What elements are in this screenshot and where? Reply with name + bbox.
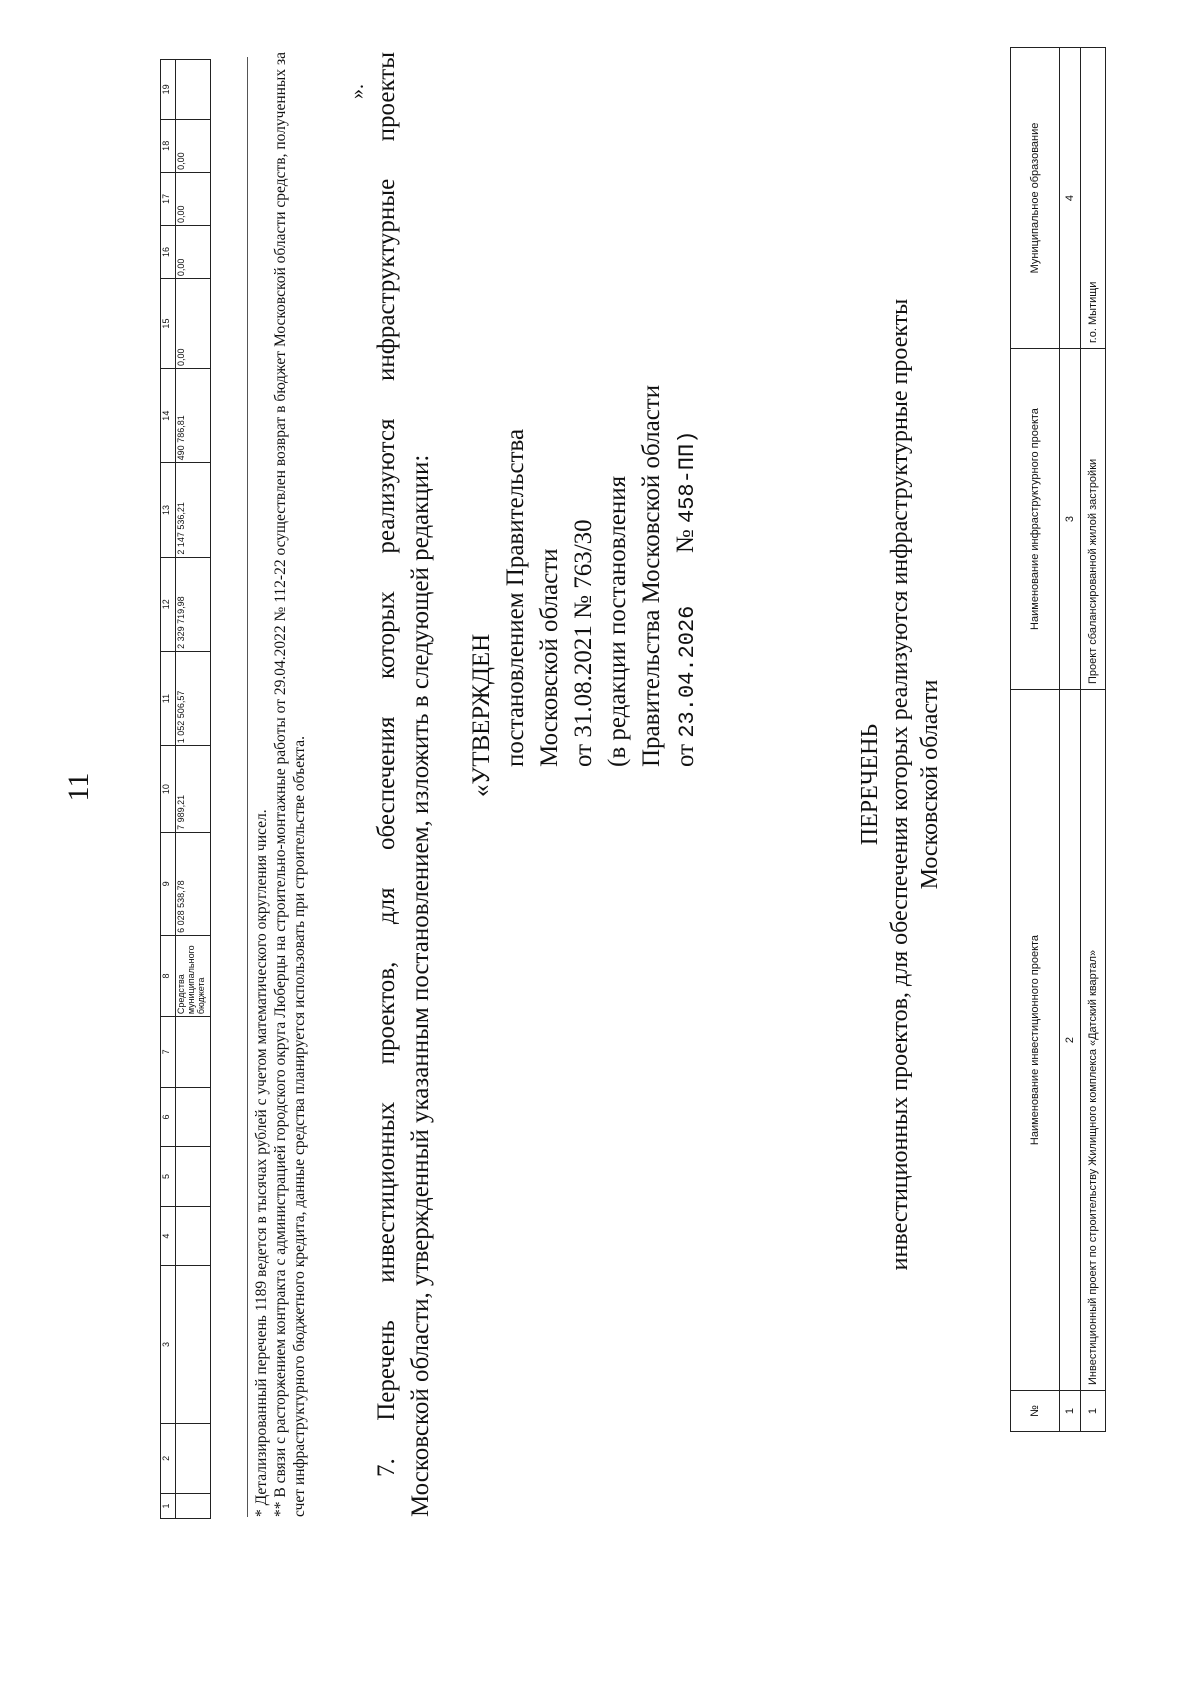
table-cell: 1 052 506,57: [176, 651, 211, 745]
approval-date: 23.04.2026: [675, 605, 700, 738]
footnote-separator: [247, 57, 248, 1517]
table-cell: 0,00: [176, 225, 211, 278]
col-num: 10: [161, 746, 176, 833]
approval-date-line: [669, 47, 705, 767]
approval-prefix: от: [672, 743, 699, 767]
col-num: 3: [1060, 349, 1081, 690]
col-num: 4: [161, 1206, 176, 1266]
funding-source-label: Средства муниципального бюджета: [176, 935, 211, 1016]
col-num: 2: [161, 1423, 176, 1493]
table-cell: 0,00: [176, 119, 211, 172]
investment-project-name: Инвестиционный проект по строительству Жилищного комплекса «Датский квартал»: [1081, 690, 1106, 1391]
col-num: 2: [1060, 690, 1081, 1391]
footnote-2: ** В связи с расторжением контракта с администрацией городского округа Люберцы на строительно-монтажные работы от 29.04.2022 № 112-22 осуществлен возврат в бюджет Московской области средств, полученных за счет инфраструктурного бюджетного кредита, данные средства планируется использовать при строительстве объекта.: [272, 52, 308, 1517]
table-header-row: [1011, 48, 1060, 1432]
col-num: 17: [161, 172, 176, 225]
table-cell: 2 147 536,21: [176, 463, 211, 557]
approval-line: постановлением Правительства: [502, 428, 529, 767]
col-num: 5: [161, 1147, 176, 1207]
header-infrastructure-project: Наименование инфраструктурного проекта: [1011, 349, 1060, 690]
column-number-row: [161, 60, 176, 1519]
approval-line: Московской области: [536, 548, 563, 767]
header-investment-project: Наименование инвестиционного проекта: [1011, 690, 1060, 1391]
col-num: 3: [161, 1266, 176, 1423]
item-7-paragraph: [370, 52, 438, 1517]
footnotes: [252, 52, 309, 1517]
list-subtitle: инвестиционных проектов, для обеспечения которых реализуются инфраструктурные проекты: [887, 298, 913, 1271]
col-num: 1: [1060, 1391, 1081, 1432]
column-number-row: [1060, 48, 1081, 1432]
table-cell: 7 989,21: [176, 746, 211, 833]
page-number: 11: [62, 772, 95, 802]
list-title: ПЕРЕЧЕНЬ: [857, 723, 883, 846]
item-7-line-1: 7. Перечень инвестиционных проектов, для обеспечения которых реализуются инфраструктурные проекты: [373, 52, 400, 1477]
approval-line: от 31.08.2021 № 763/30: [570, 519, 597, 767]
footnote-1: * Детализированный перечень 1189 ведется в тысячах рублей с учетом математического округления чисел.: [253, 809, 270, 1517]
col-num: 6: [161, 1087, 176, 1147]
item-7-line-2: Московской области, утвержденный указанным постановлением, изложить в следующей редакции:: [407, 454, 434, 1517]
col-num: 9: [161, 832, 176, 935]
approval-line: (в редакции постановления: [604, 475, 631, 767]
approval-line: «УТВЕРЖДЕН: [468, 633, 495, 797]
approval-line: Правительства Московской области: [638, 384, 665, 767]
number-sign: №: [672, 529, 699, 554]
col-num: 1: [161, 1494, 176, 1519]
header-number: №: [1011, 1391, 1060, 1432]
col-num: 15: [161, 279, 176, 369]
col-num: 14: [161, 369, 176, 463]
col-num: 8: [161, 935, 176, 1016]
table-cell: 0,00: [176, 172, 211, 225]
funding-row: [176, 60, 211, 1519]
municipality: г.о. Мытищи: [1081, 48, 1106, 349]
row-number: 1: [1081, 1391, 1106, 1432]
header-municipality: Муниципальное образование: [1011, 48, 1060, 349]
list-heading: [855, 52, 945, 1517]
col-num: 13: [161, 463, 176, 557]
budget-table-fragment: [160, 59, 211, 1519]
col-num: 16: [161, 225, 176, 278]
col-num: 4: [1060, 48, 1081, 349]
table-cell: 2 329 719,98: [176, 557, 211, 651]
approval-stamp: [465, 47, 705, 797]
col-num: 11: [161, 651, 176, 745]
table-cell: 490 786,81: [176, 369, 211, 463]
col-num: 18: [161, 119, 176, 172]
closing-quote: ».: [346, 84, 368, 99]
table-cell: 6 028 538,78: [176, 832, 211, 935]
approval-number: 458-ПП): [675, 430, 700, 523]
col-num: 19: [161, 60, 176, 120]
table-row: [1081, 48, 1106, 1432]
infrastructure-project-name: Проект сбалансированной жилой застройки: [1081, 349, 1106, 690]
list-subtitle-2: Московской области: [917, 679, 943, 890]
col-num: 12: [161, 557, 176, 651]
investment-projects-table: [1010, 47, 1106, 1432]
table-cell: 0,00: [176, 279, 211, 369]
col-num: 7: [161, 1017, 176, 1087]
